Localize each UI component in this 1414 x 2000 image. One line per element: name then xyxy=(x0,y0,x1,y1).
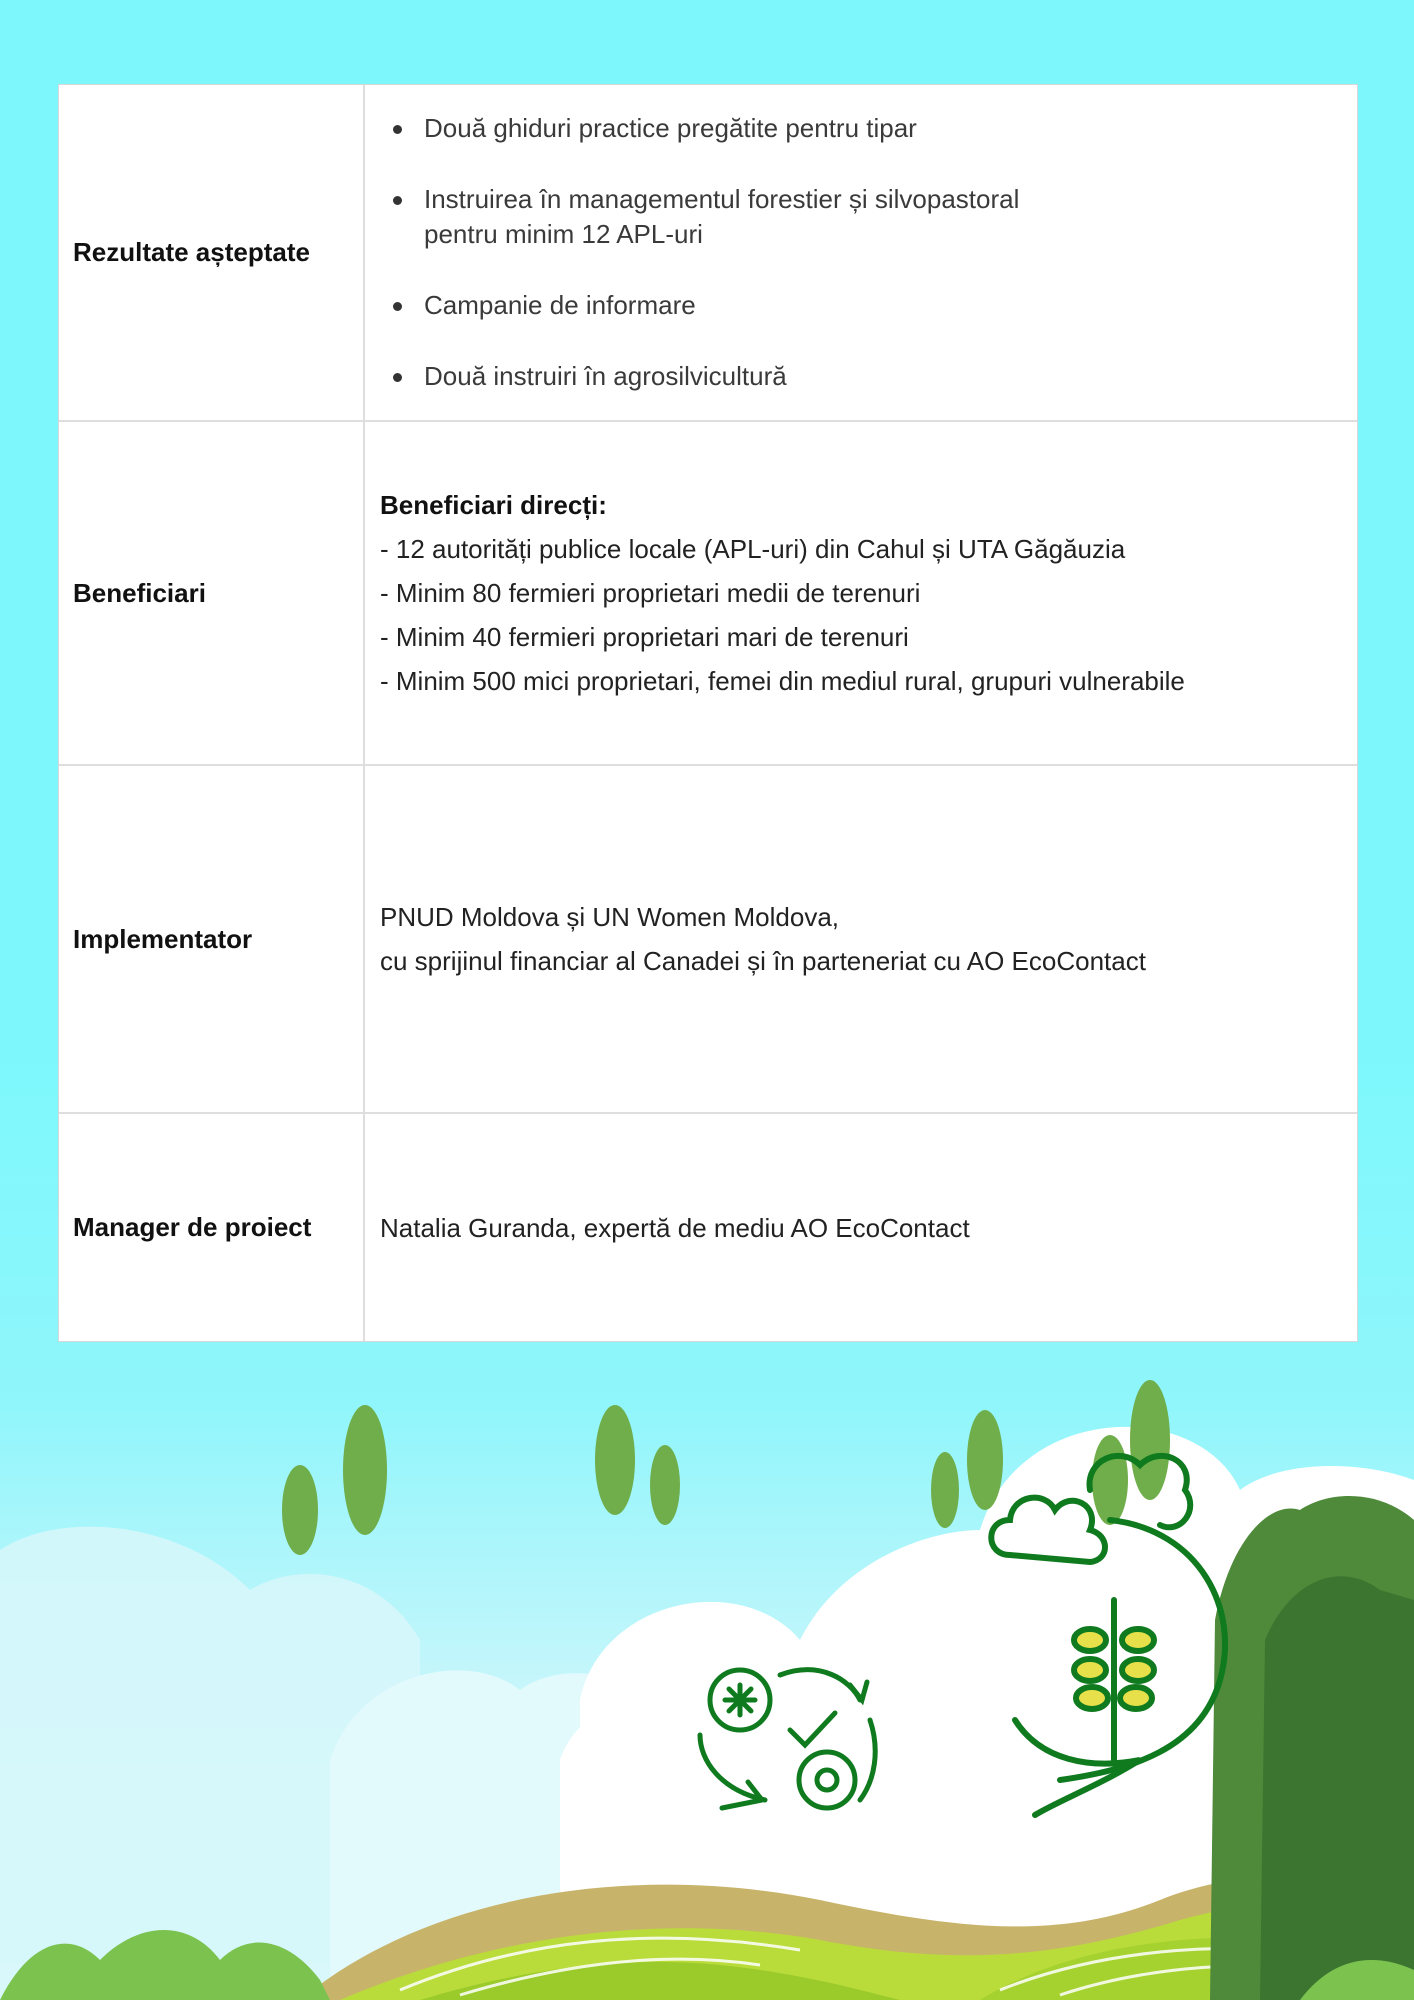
row-label: Manager de proiect xyxy=(59,1114,365,1341)
implementer-line: PNUD Moldova și UN Women Moldova, xyxy=(380,902,839,932)
list-item: Două ghiduri practice pregătite pentru tipar xyxy=(424,111,1337,146)
row-expected-results xyxy=(59,85,1357,422)
row-beneficiaries xyxy=(59,422,1357,766)
forest xyxy=(1210,1496,1414,2000)
list-item: Campanie de informare xyxy=(424,288,1337,323)
beneficiary-line: - 12 autorități publice locale (APL-uri) din Cahul și UTA Găgăuzia xyxy=(380,534,1126,564)
row-content xyxy=(365,766,1357,1112)
list-item: Instruirea în managementul forestier și silvopastoral pentru minim 12 APL-uri xyxy=(424,182,1337,252)
manager-text: Natalia Guranda, expertă de mediu AO EcoContact xyxy=(380,1212,970,1243)
row-content xyxy=(365,85,1357,420)
beneficiary-line: - Minim 40 fermieri proprietari mari de terenuri xyxy=(380,622,909,652)
row-label: Implementator xyxy=(59,766,365,1112)
row-content xyxy=(365,422,1357,764)
row-label: Beneficiari xyxy=(59,422,365,764)
row-label: Rezultate așteptate xyxy=(59,85,365,420)
row-content xyxy=(365,1114,1357,1341)
beneficiary-line: - Minim 500 mici proprietari, femei din mediul rural, grupuri vulnerabile xyxy=(380,666,1185,696)
list-item: Două instruiri în agrosilvicultură xyxy=(424,359,1337,394)
beneficiary-line: - Minim 80 fermieri proprietari medii de terenuri xyxy=(380,578,921,608)
beneficiaries-heading: Beneficiari direcți: xyxy=(380,490,607,520)
results-list xyxy=(380,111,1337,394)
implementer-line: cu sprijinul financiar al Canadei și în parteneriat cu AO EcoContact xyxy=(380,946,1146,976)
landscape-illustration xyxy=(0,1340,1414,2000)
info-table xyxy=(58,84,1358,1342)
row-implementer xyxy=(59,766,1357,1114)
row-manager xyxy=(59,1114,1357,1341)
